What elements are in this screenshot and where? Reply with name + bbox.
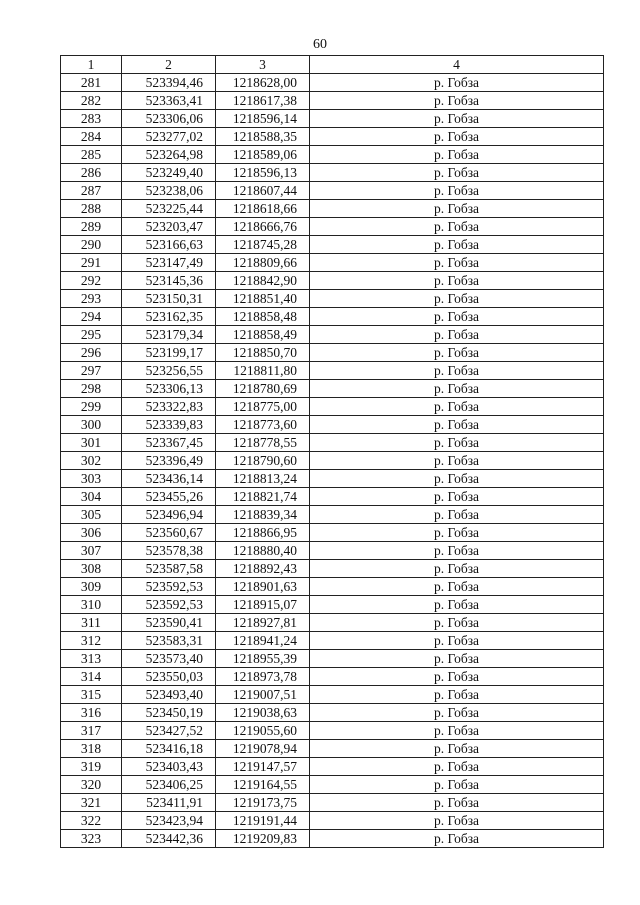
x-coordinate-cell: 523423,94 — [122, 812, 216, 830]
table-row — [61, 506, 604, 524]
description-cell: р. Гобза — [310, 272, 604, 290]
x-coordinate-cell: 523367,45 — [122, 434, 216, 452]
table-row — [61, 434, 604, 452]
point-number-cell: 316 — [61, 704, 122, 722]
x-coordinate-cell: 523199,17 — [122, 344, 216, 362]
point-number-cell: 294 — [61, 308, 122, 326]
x-coordinate-cell: 523249,40 — [122, 164, 216, 182]
point-number-cell: 298 — [61, 380, 122, 398]
y-coordinate-cell: 1218589,06 — [216, 146, 310, 164]
table-row — [61, 128, 604, 146]
y-coordinate-cell: 1219078,94 — [216, 740, 310, 758]
description-cell: р. Гобза — [310, 668, 604, 686]
table-row — [61, 110, 604, 128]
y-coordinate-cell: 1218666,76 — [216, 218, 310, 236]
point-number-cell: 293 — [61, 290, 122, 308]
column-header-description: 4 — [310, 56, 604, 74]
point-number-cell: 289 — [61, 218, 122, 236]
x-coordinate-cell: 523560,67 — [122, 524, 216, 542]
point-number-cell: 292 — [61, 272, 122, 290]
point-number-cell: 306 — [61, 524, 122, 542]
description-cell: р. Гобза — [310, 74, 604, 92]
y-coordinate-cell: 1218790,60 — [216, 452, 310, 470]
point-number-cell: 310 — [61, 596, 122, 614]
point-number-cell: 318 — [61, 740, 122, 758]
y-coordinate-cell: 1218839,34 — [216, 506, 310, 524]
y-coordinate-cell: 1219055,60 — [216, 722, 310, 740]
point-number-cell: 321 — [61, 794, 122, 812]
point-number-cell: 282 — [61, 92, 122, 110]
page-number: 60 — [313, 37, 327, 52]
header-row — [61, 56, 604, 74]
point-number-cell: 309 — [61, 578, 122, 596]
x-coordinate-cell: 523592,53 — [122, 578, 216, 596]
y-coordinate-cell: 1218880,40 — [216, 542, 310, 560]
y-coordinate-cell: 1218596,14 — [216, 110, 310, 128]
x-coordinate-cell: 523573,40 — [122, 650, 216, 668]
description-cell: р. Гобза — [310, 218, 604, 236]
description-cell: р. Гобза — [310, 614, 604, 632]
description-cell: р. Гобза — [310, 596, 604, 614]
description-cell: р. Гобза — [310, 110, 604, 128]
x-coordinate-cell: 523590,41 — [122, 614, 216, 632]
description-cell: р. Гобза — [310, 560, 604, 578]
point-number-cell: 320 — [61, 776, 122, 794]
description-cell: р. Гобза — [310, 758, 604, 776]
point-number-cell: 300 — [61, 416, 122, 434]
table-row — [61, 308, 604, 326]
table-row — [61, 146, 604, 164]
description-cell: р. Гобза — [310, 326, 604, 344]
y-coordinate-cell: 1218821,74 — [216, 488, 310, 506]
table-row — [61, 236, 604, 254]
table-row — [61, 758, 604, 776]
description-cell: р. Гобза — [310, 362, 604, 380]
x-coordinate-cell: 523150,31 — [122, 290, 216, 308]
x-coordinate-cell: 523256,55 — [122, 362, 216, 380]
table-row — [61, 740, 604, 758]
point-number-cell: 281 — [61, 74, 122, 92]
table-row — [61, 380, 604, 398]
point-number-cell: 312 — [61, 632, 122, 650]
table-row — [61, 326, 604, 344]
table-row — [61, 218, 604, 236]
description-cell: р. Гобза — [310, 704, 604, 722]
point-number-cell: 290 — [61, 236, 122, 254]
y-coordinate-cell: 1219191,44 — [216, 812, 310, 830]
column-header-x: 2 — [122, 56, 216, 74]
description-cell: р. Гобза — [310, 830, 604, 848]
y-coordinate-cell: 1218617,38 — [216, 92, 310, 110]
x-coordinate-cell: 523592,53 — [122, 596, 216, 614]
x-coordinate-cell: 523162,35 — [122, 308, 216, 326]
description-cell: р. Гобза — [310, 722, 604, 740]
description-cell: р. Гобза — [310, 344, 604, 362]
y-coordinate-cell: 1218596,13 — [216, 164, 310, 182]
x-coordinate-cell: 523322,83 — [122, 398, 216, 416]
point-number-cell: 286 — [61, 164, 122, 182]
table-row — [61, 830, 604, 848]
point-number-cell: 307 — [61, 542, 122, 560]
description-cell: р. Гобза — [310, 506, 604, 524]
description-cell: р. Гобза — [310, 578, 604, 596]
x-coordinate-cell: 523587,58 — [122, 560, 216, 578]
description-cell: р. Гобза — [310, 182, 604, 200]
table-row — [61, 362, 604, 380]
point-number-cell: 299 — [61, 398, 122, 416]
table-row — [61, 812, 604, 830]
point-number-cell: 305 — [61, 506, 122, 524]
table-body — [61, 74, 604, 848]
description-cell: р. Гобза — [310, 434, 604, 452]
point-number-cell: 308 — [61, 560, 122, 578]
x-coordinate-cell: 523277,02 — [122, 128, 216, 146]
x-coordinate-cell: 523493,40 — [122, 686, 216, 704]
x-coordinate-cell: 523396,49 — [122, 452, 216, 470]
table-row — [61, 200, 604, 218]
description-cell: р. Гобза — [310, 524, 604, 542]
description-cell: р. Гобза — [310, 542, 604, 560]
y-coordinate-cell: 1218809,66 — [216, 254, 310, 272]
y-coordinate-cell: 1218915,07 — [216, 596, 310, 614]
y-coordinate-cell: 1218745,28 — [216, 236, 310, 254]
point-number-cell: 315 — [61, 686, 122, 704]
table-row — [61, 488, 604, 506]
description-cell: р. Гобза — [310, 794, 604, 812]
x-coordinate-cell: 523179,34 — [122, 326, 216, 344]
x-coordinate-cell: 523166,63 — [122, 236, 216, 254]
y-coordinate-cell: 1218892,43 — [216, 560, 310, 578]
y-coordinate-cell: 1218941,24 — [216, 632, 310, 650]
point-number-cell: 317 — [61, 722, 122, 740]
point-number-cell: 284 — [61, 128, 122, 146]
y-coordinate-cell: 1219147,57 — [216, 758, 310, 776]
point-number-cell: 297 — [61, 362, 122, 380]
coordinates-table — [60, 55, 604, 848]
description-cell: р. Гобза — [310, 470, 604, 488]
description-cell: р. Гобза — [310, 92, 604, 110]
point-number-cell: 283 — [61, 110, 122, 128]
x-coordinate-cell: 523583,31 — [122, 632, 216, 650]
table-row — [61, 416, 604, 434]
description-cell: р. Гобза — [310, 452, 604, 470]
table-row — [61, 704, 604, 722]
y-coordinate-cell: 1218955,39 — [216, 650, 310, 668]
x-coordinate-cell: 523416,18 — [122, 740, 216, 758]
description-cell: р. Гобза — [310, 812, 604, 830]
y-coordinate-cell: 1218628,00 — [216, 74, 310, 92]
x-coordinate-cell: 523578,38 — [122, 542, 216, 560]
table-row — [61, 74, 604, 92]
y-coordinate-cell: 1218618,66 — [216, 200, 310, 218]
y-coordinate-cell: 1218973,78 — [216, 668, 310, 686]
x-coordinate-cell: 523403,43 — [122, 758, 216, 776]
x-coordinate-cell: 523411,91 — [122, 794, 216, 812]
table-row — [61, 182, 604, 200]
x-coordinate-cell: 523363,41 — [122, 92, 216, 110]
description-cell: р. Гобза — [310, 488, 604, 506]
x-coordinate-cell: 523442,36 — [122, 830, 216, 848]
y-coordinate-cell: 1218778,55 — [216, 434, 310, 452]
table-row — [61, 92, 604, 110]
point-number-cell: 303 — [61, 470, 122, 488]
point-number-cell: 323 — [61, 830, 122, 848]
table-row — [61, 650, 604, 668]
x-coordinate-cell: 523147,49 — [122, 254, 216, 272]
description-cell: р. Гобза — [310, 380, 604, 398]
x-coordinate-cell: 523339,83 — [122, 416, 216, 434]
point-number-cell: 313 — [61, 650, 122, 668]
point-number-cell: 296 — [61, 344, 122, 362]
point-number-cell: 319 — [61, 758, 122, 776]
column-header-number: 1 — [61, 56, 122, 74]
y-coordinate-cell: 1219209,83 — [216, 830, 310, 848]
table-row — [61, 164, 604, 182]
description-cell: р. Гобза — [310, 416, 604, 434]
table-row — [61, 776, 604, 794]
table-row — [61, 614, 604, 632]
y-coordinate-cell: 1218813,24 — [216, 470, 310, 488]
point-number-cell: 295 — [61, 326, 122, 344]
x-coordinate-cell: 523550,03 — [122, 668, 216, 686]
table-row — [61, 578, 604, 596]
table-row — [61, 452, 604, 470]
table-row — [61, 686, 604, 704]
x-coordinate-cell: 523406,25 — [122, 776, 216, 794]
description-cell: р. Гобза — [310, 164, 604, 182]
table-header — [61, 56, 604, 74]
x-coordinate-cell: 523450,19 — [122, 704, 216, 722]
description-cell: р. Гобза — [310, 236, 604, 254]
y-coordinate-cell: 1218927,81 — [216, 614, 310, 632]
description-cell: р. Гобза — [310, 686, 604, 704]
y-coordinate-cell: 1218773,60 — [216, 416, 310, 434]
x-coordinate-cell: 523264,98 — [122, 146, 216, 164]
table-row — [61, 560, 604, 578]
point-number-cell: 322 — [61, 812, 122, 830]
y-coordinate-cell: 1218775,00 — [216, 398, 310, 416]
y-coordinate-cell: 1218851,40 — [216, 290, 310, 308]
point-number-cell: 314 — [61, 668, 122, 686]
x-coordinate-cell: 523145,36 — [122, 272, 216, 290]
x-coordinate-cell: 523496,94 — [122, 506, 216, 524]
description-cell: р. Гобза — [310, 776, 604, 794]
table-row — [61, 632, 604, 650]
point-number-cell: 287 — [61, 182, 122, 200]
y-coordinate-cell: 1218811,80 — [216, 362, 310, 380]
y-coordinate-cell: 1218901,63 — [216, 578, 310, 596]
x-coordinate-cell: 523203,47 — [122, 218, 216, 236]
y-coordinate-cell: 1218858,49 — [216, 326, 310, 344]
description-cell: р. Гобза — [310, 290, 604, 308]
x-coordinate-cell: 523455,26 — [122, 488, 216, 506]
column-header-y: 3 — [216, 56, 310, 74]
table-row — [61, 596, 604, 614]
y-coordinate-cell: 1219173,75 — [216, 794, 310, 812]
y-coordinate-cell: 1219007,51 — [216, 686, 310, 704]
table-row — [61, 542, 604, 560]
x-coordinate-cell: 523427,52 — [122, 722, 216, 740]
description-cell: р. Гобза — [310, 254, 604, 272]
x-coordinate-cell: 523225,44 — [122, 200, 216, 218]
description-cell: р. Гобза — [310, 740, 604, 758]
y-coordinate-cell: 1218850,70 — [216, 344, 310, 362]
table-row — [61, 344, 604, 362]
table-row — [61, 470, 604, 488]
description-cell: р. Гобза — [310, 650, 604, 668]
x-coordinate-cell: 523394,46 — [122, 74, 216, 92]
point-number-cell: 304 — [61, 488, 122, 506]
table-row — [61, 398, 604, 416]
point-number-cell: 301 — [61, 434, 122, 452]
table-row — [61, 272, 604, 290]
y-coordinate-cell: 1219038,63 — [216, 704, 310, 722]
point-number-cell: 285 — [61, 146, 122, 164]
point-number-cell: 302 — [61, 452, 122, 470]
description-cell: р. Гобза — [310, 128, 604, 146]
x-coordinate-cell: 523306,06 — [122, 110, 216, 128]
description-cell: р. Гобза — [310, 308, 604, 326]
table-row — [61, 290, 604, 308]
point-number-cell: 291 — [61, 254, 122, 272]
x-coordinate-cell: 523436,14 — [122, 470, 216, 488]
y-coordinate-cell: 1218858,48 — [216, 308, 310, 326]
table-row — [61, 668, 604, 686]
y-coordinate-cell: 1218866,95 — [216, 524, 310, 542]
description-cell: р. Гобза — [310, 632, 604, 650]
y-coordinate-cell: 1218607,44 — [216, 182, 310, 200]
x-coordinate-cell: 523238,06 — [122, 182, 216, 200]
y-coordinate-cell: 1218842,90 — [216, 272, 310, 290]
table-row — [61, 722, 604, 740]
description-cell: р. Гобза — [310, 200, 604, 218]
description-cell: р. Гобза — [310, 146, 604, 164]
y-coordinate-cell: 1218588,35 — [216, 128, 310, 146]
point-number-cell: 311 — [61, 614, 122, 632]
x-coordinate-cell: 523306,13 — [122, 380, 216, 398]
y-coordinate-cell: 1218780,69 — [216, 380, 310, 398]
point-number-cell: 288 — [61, 200, 122, 218]
table-row — [61, 794, 604, 812]
table-row — [61, 524, 604, 542]
description-cell: р. Гобза — [310, 398, 604, 416]
table-row — [61, 254, 604, 272]
y-coordinate-cell: 1219164,55 — [216, 776, 310, 794]
